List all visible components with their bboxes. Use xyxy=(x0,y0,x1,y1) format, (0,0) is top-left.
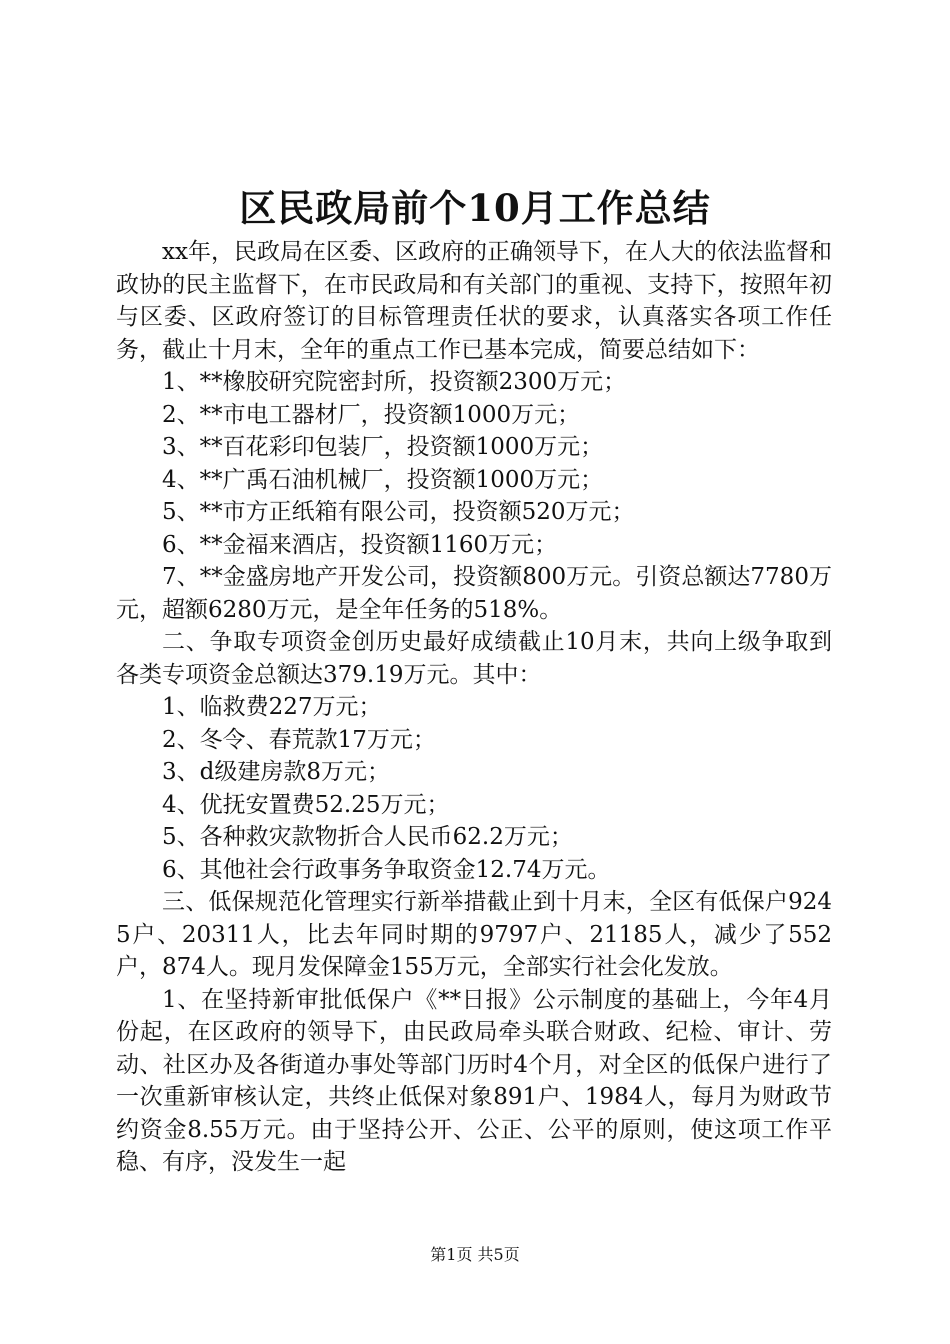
list-item: 1、临救费227万元； xyxy=(162,694,382,720)
list-item: 4、优抚安置费52.25万元； xyxy=(162,791,450,818)
page-footer: 第1页 共5页 xyxy=(430,1245,520,1264)
list-item: 3、**百花彩印包装厂，投资额1000万元； xyxy=(162,434,604,460)
list-item: 6、其他社会行政事务争取资金12.74万元。 xyxy=(162,856,611,883)
list-item: 5、**市方正纸箱有限公司，投资额520万元； xyxy=(162,499,635,525)
list-item: 2、**市电工器材厂，投资额1000万元； xyxy=(162,401,581,428)
list-item: 1、在坚持新审批低保户《**日报》公示制度的基础上，今年4月份起，在区政府的领导下，由民政局牵头联合财政、纪检、审计、劳动、社区办及各街道办事处等部门历时4个月，对全区的低保户进行了一次重新审核认定，共终止低保对象891户、1984人，每月为财政节约资金8.55万元。由于坚持公开、公正、公平的原则，使这项工作平稳、有序，没发生一起 xyxy=(116,986,832,1175)
section-heading-paragraph: 三、低保规范化管理实行新举措截止到十月末，全区有低保户9245户、20311人，比去年同时期的9797户、21185人，减少了552户，874人。现月发保障金155万元，全部实行社会化发放。 xyxy=(116,889,832,980)
list-item: 1、**橡胶研究院密封所，投资额2300万元； xyxy=(162,369,627,395)
section-heading-paragraph: 二、争取专项资金创历史最好成绩截止10月末，共向上级争取到各类专项资金总额达379.19万元。其中： xyxy=(116,629,832,688)
list-item: 3、d级建房款8万元； xyxy=(162,759,390,785)
list-item: 7、**金盛房地产开发公司，投资额800万元。引资总额达7780万元，超额6280万元，是全年任务的518%。 xyxy=(116,564,832,623)
list-item: 2、冬令、春荒款17万元； xyxy=(162,726,436,753)
paragraph-intro: xx年，民政局在区委、区政府的正确领导下，在人大的依法监督和政协的民主监督下，在市民政局和有关部门的重视、支持下，按照年初与区委、区政府签订的目标管理责任状的要求，认真落实各项工作任务，截止十月末，全年的重点工作已基本完成，简要总结如下： xyxy=(116,239,832,363)
document-title: 区民政局前个10月工作总结 xyxy=(239,186,711,230)
list-item: 4、**广禹石油机械厂，投资额1000万元； xyxy=(162,466,604,493)
list-item: 5、各种救灾款物折合人民币62.2万元； xyxy=(162,824,573,850)
list-item: 6、**金福来酒店，投资额1160万元； xyxy=(162,531,558,558)
document-body xyxy=(116,236,832,1179)
